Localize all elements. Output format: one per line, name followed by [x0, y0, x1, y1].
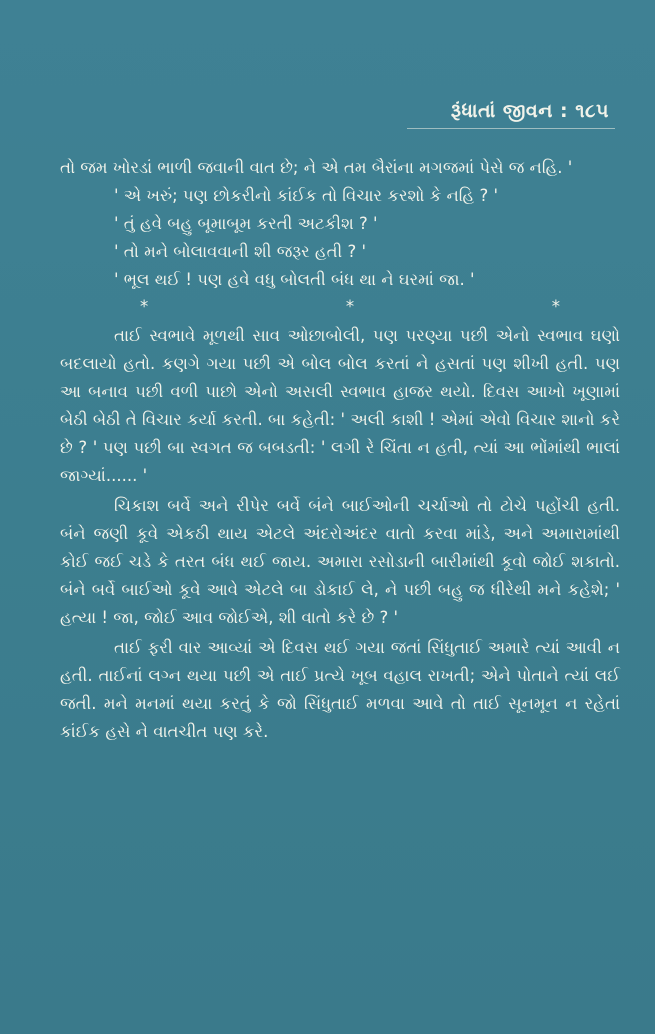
separator-star-1: *: [140, 297, 149, 316]
dialogue-line-1: ' એ ખરું; પણ છોકરીનો કાંઈક તો વિચાર કરશો કે નહિ ? ': [114, 186, 499, 205]
page-body: [60, 154, 620, 746]
paragraph-3: ચિકાશ બર્વે અને રીપેર બર્વે બંને બાઈઓની ચર્ચાઓ તો ટોચે પહોંચી હતી. બંને જણી કૂવે એકઠી થાય એટલે અંદરોઅંદર વાતો કરવા માંડે, અને અમારામાંથી કોઈ જઈ ચડે કે તરત બંધ થઈ જાય. અમારા રસોડાની બારીમાંથી કૂવો જોઈ શકાતો. બંને બર્વે બાઈઓ કૂવે આવે એટલે બા ડોકાઈ લે, ને પછી બહુ જ ધીરેથી મને કહેશે; ' હત્યા ! જા, જોઈ આવ જોઈએ, શી વાતો કરે છે ? ': [60, 496, 620, 627]
dialogue-line-2: ' તું હવે બહુ બૂમાબૂમ કરતી અટકીશ ? ': [114, 214, 378, 233]
section-separator: [60, 294, 620, 320]
running-header: રૂંધાતાં જીવન : ૧૮૫: [450, 100, 609, 122]
separator-star-3: *: [551, 297, 560, 316]
paragraph-1: તો જમ ખોરડાં ભાળી જવાની વાત છે; ને એ તમ બૈરાંના મગજમાં પેસે જ નહિ. ': [60, 158, 573, 177]
separator-star-2: *: [345, 297, 355, 316]
dialogue-line-3: ' તો મને બોલાવવાની શી જરૂર હતી ? ': [114, 242, 367, 261]
paragraph-4: તાઈ ફરી વાર આવ્યાં એ દિવસ થઈ ગયા જતાં સિંધુતાઈ અમારે ત્યાં આવી ન હતી. તાઈનાં લગ્ન થયા પછી એ તાઈ પ્રત્યે ખૂબ વહાલ રાખતી; એને પોતાને ત્યાં લઈ જતી. મને મનમાં થયા કરતું કે જો સિંધુતાઈ મળવા આવે તો તાઈ સૂનમૂન ન રહેતાં કાંઈક હસે ને વાતચીત પણ કરે.: [60, 638, 620, 741]
paragraph-2: તાઈ સ્વભાવે મૂળથી સાવ ઓછાબોલી, પણ પરણ્યા પછી એનો સ્વભાવ ઘણો બદલાયો હતો. કણગે ગયા પછી એ બોલ બોલ કરતાં ને હસતાં પણ શીખી હતી. પણ આ બનાવ પછી વળી પાછો એનો અસલી સ્વભાવ હાજર થયો. દિવસ આખો ખૂણામાં બેઠી બેઠી તે વિચાર કર્યા કરતી. બા કહેતી: ' અલી કાશી ! એમાં એવો વિચાર શાનો કરે છે ? ' પણ પછી બા સ્વગત જ બબડતી: ' લગી રે ચિંતા ન હતી, ત્યાં આ ભોંમાંથી ભાલાં જાગ્યાં...... ': [60, 326, 620, 485]
header-underline: [407, 128, 615, 129]
dialogue-line-4: ' ભૂલ થઈ ! પણ હવે વધુ બોલતી બંધ થા ને ઘરમાં જા. ': [114, 270, 475, 289]
